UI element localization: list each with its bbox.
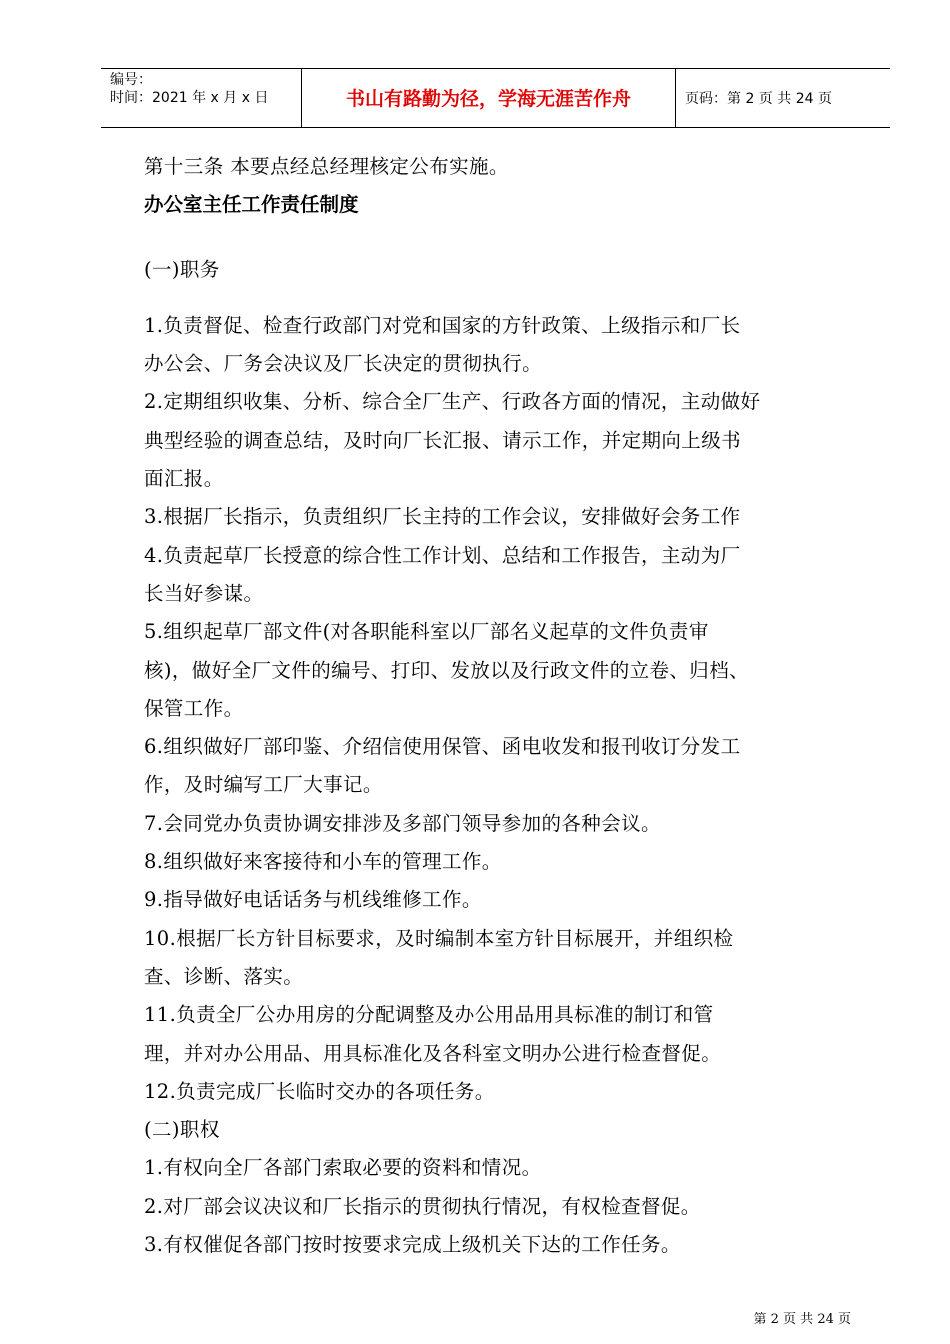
- duty-line: 理，并对办公用品、用具标准化及各科室文明办公进行检查督促。: [144, 1041, 722, 1065]
- header-page-info: 页码：第 2 页 共 24 页: [685, 91, 832, 107]
- duty-line: 3.根据厂长指示，负责组织厂长主持的工作会议，安排做好会务工作: [144, 505, 741, 529]
- duty-line: 9.指导做好电话话务与机线维修工作。: [144, 888, 482, 912]
- duty-line: 典型经验的调查总结，及时向厂长汇报、请示工作，并定期向上级书: [144, 428, 742, 452]
- duty-line: 11.负责全厂公办用房的分配调整及办公用品用具标准的制订和管: [144, 1003, 714, 1027]
- section-duties-heading: (一)职务: [144, 257, 220, 281]
- duty-line: 5.组织起草厂部文件(对各职能科室以厂部名义起草的文件负责审: [144, 620, 709, 644]
- duty-line: 6.组织做好厂部印鉴、介绍信使用保管、函电收发和报刊收订分发工: [144, 735, 741, 759]
- duty-line: 长当好参谋。: [144, 581, 264, 605]
- duty-line: 面汇报。: [144, 467, 224, 491]
- section-powers-heading: (二)职权: [144, 1118, 220, 1142]
- duty-line: 查、诊断、落实。: [144, 964, 304, 988]
- duty-line: 核)，做好全厂文件的编号、打印、发放以及行政文件的立卷、归档、: [144, 658, 750, 682]
- header-meta: [101, 69, 302, 127]
- duty-line: 办公会、厂务会决议及厂长决定的贯彻执行。: [144, 352, 543, 376]
- power-line: 3.有权催促各部门按时按要求完成上级机关下达的工作任务。: [144, 1233, 681, 1257]
- duty-line: 1.负责督促、检查行政部门对党和国家的方针政策、上级指示和厂长: [144, 313, 741, 337]
- duty-line: 2.定期组织收集、分析、综合全厂生产、行政各方面的情况，主动做好: [144, 390, 761, 414]
- duty-line: 8.组织做好来客接待和小车的管理工作。: [144, 850, 502, 874]
- power-line: 2.对厂部会议决议和厂长指示的贯彻执行情况，有权检查督促。: [144, 1194, 701, 1218]
- header-motto: 书山有路勤为径，学海无涯苦作舟: [345, 88, 631, 110]
- document-body: [144, 148, 856, 1264]
- duty-line: 保管工作。: [144, 696, 244, 720]
- header-page-cell: [676, 69, 890, 127]
- duty-line: 10.根据厂长方针目标要求，及时编制本室方针目标展开，并组织检: [144, 926, 734, 950]
- page-header: [101, 68, 890, 128]
- page-footer: 第 2 页 共 24 页: [753, 1312, 851, 1327]
- duty-line: 作，及时编写工厂大事记。: [144, 773, 383, 797]
- duty-line: 4.负责起草厂长授意的综合性工作计划、总结和工作报告，主动为厂: [144, 543, 741, 567]
- header-motto-cell: [302, 69, 676, 127]
- duty-line: 7.会同党办负责协调安排涉及多部门领导参加的各种会议。: [144, 811, 661, 835]
- power-line: 1.有权向全厂各部门索取必要的资料和情况。: [144, 1156, 542, 1180]
- header-time-label: 时间：2021 年 x 月 x 日: [110, 90, 269, 106]
- article-13: 第十三条 本要点经总经理核定公布实施。: [144, 155, 509, 178]
- header-number-label: 编号：: [110, 72, 152, 88]
- duty-line: 12.负责完成厂长临时交办的各项任务。: [144, 1079, 495, 1103]
- section-title: 办公室主任工作责任制度: [144, 193, 359, 217]
